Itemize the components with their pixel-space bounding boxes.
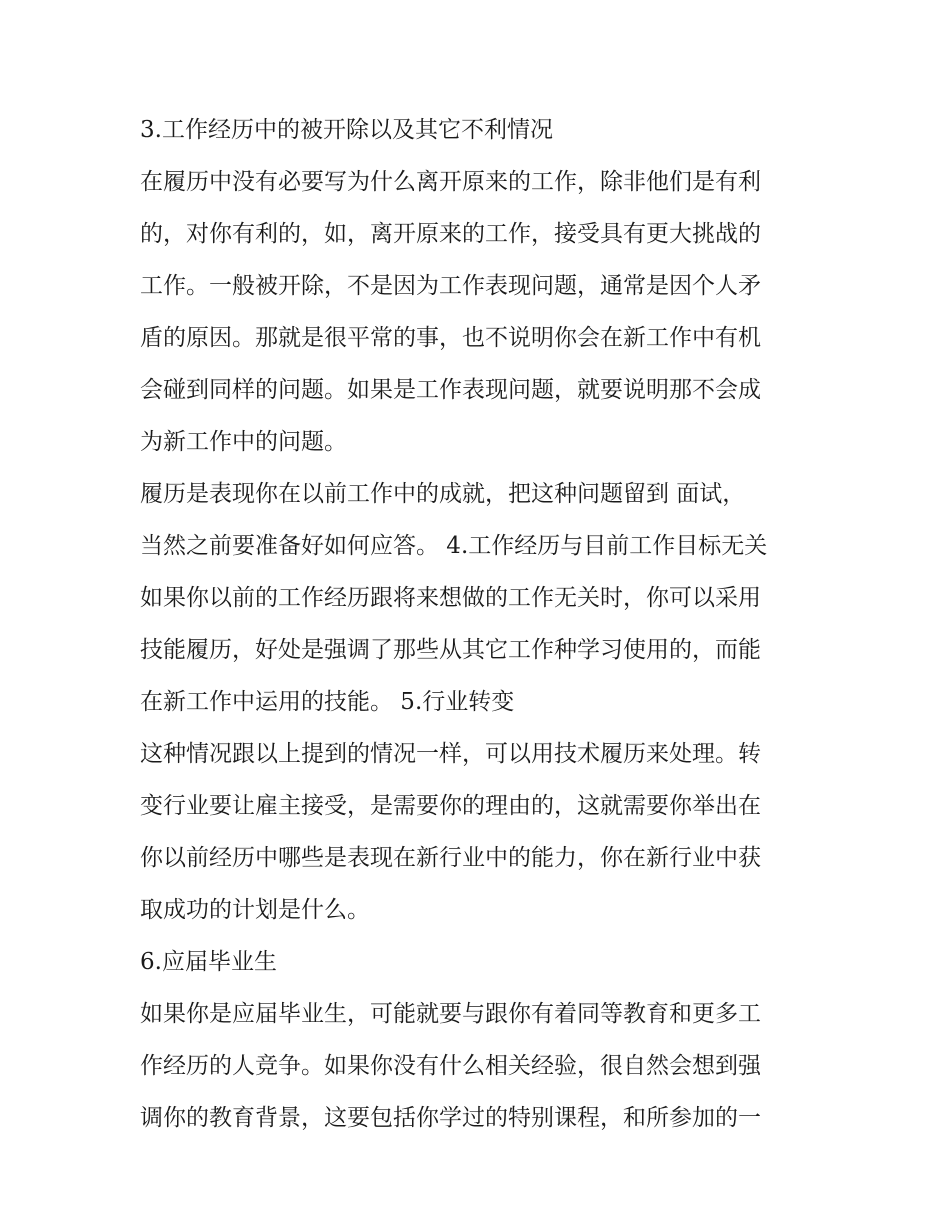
text-line: 取成功的计划是什么。 <box>140 897 370 923</box>
text-line: 为新工作中的问题。 <box>140 429 347 455</box>
document-body <box>140 108 815 1148</box>
text-line: 调你的教育背景，这要包括你学过的特别课程，和所参加的一 <box>140 1105 761 1131</box>
text-line: 在新工作中运用的技能。 5.行业转变 <box>140 689 515 715</box>
text-line: 3.工作经历中的被开除以及其它不利情况 <box>140 117 553 143</box>
text-line: 会碰到同样的问题。如果是工作表现问题，就要说明那不会成 <box>140 377 761 403</box>
text-line: 作经历的人竞争。如果你没有什么相关经验，很自然会想到强 <box>140 1053 761 1079</box>
text-line: 履历是表现你在以前工作中的成就，把这种问题留到 面试， <box>140 481 746 507</box>
text-line: 这种情况跟以上提到的情况一样，可以用技术履历来处理。转 <box>140 741 761 767</box>
text-line: 工作。一般被开除，不是因为工作表现问题，通常是因个人矛 <box>140 273 761 299</box>
text-line: 盾的原因。那就是很平常的事，也不说明你会在新工作中有机 <box>140 325 761 351</box>
text-line: 技能履历，好处是强调了那些从其它工作种学习使用的，而能 <box>140 637 761 663</box>
text-line: 变行业要让雇主接受，是需要你的理由的，这就需要你举出在 <box>140 793 761 819</box>
text-line: 6.应届毕业生 <box>140 949 277 975</box>
text-line: 你以前经历中哪些是表现在新行业中的能力，你在新行业中获 <box>140 845 761 871</box>
text-line: 的，对你有利的，如，离开原来的工作，接受具有更大挑战的 <box>140 221 761 247</box>
text-line: 如果你是应届毕业生，可能就要与跟你有着同等教育和更多工 <box>140 1001 761 1027</box>
text-line: 如果你以前的工作经历跟将来想做的工作无关时，你可以采用 <box>140 585 761 611</box>
text-line: 在履历中没有必要写为什么离开原来的工作，除非他们是有利 <box>140 169 761 195</box>
text-line: 当然之前要准备好如何应答。 4.工作经历与目前工作目标无关 <box>140 533 768 559</box>
